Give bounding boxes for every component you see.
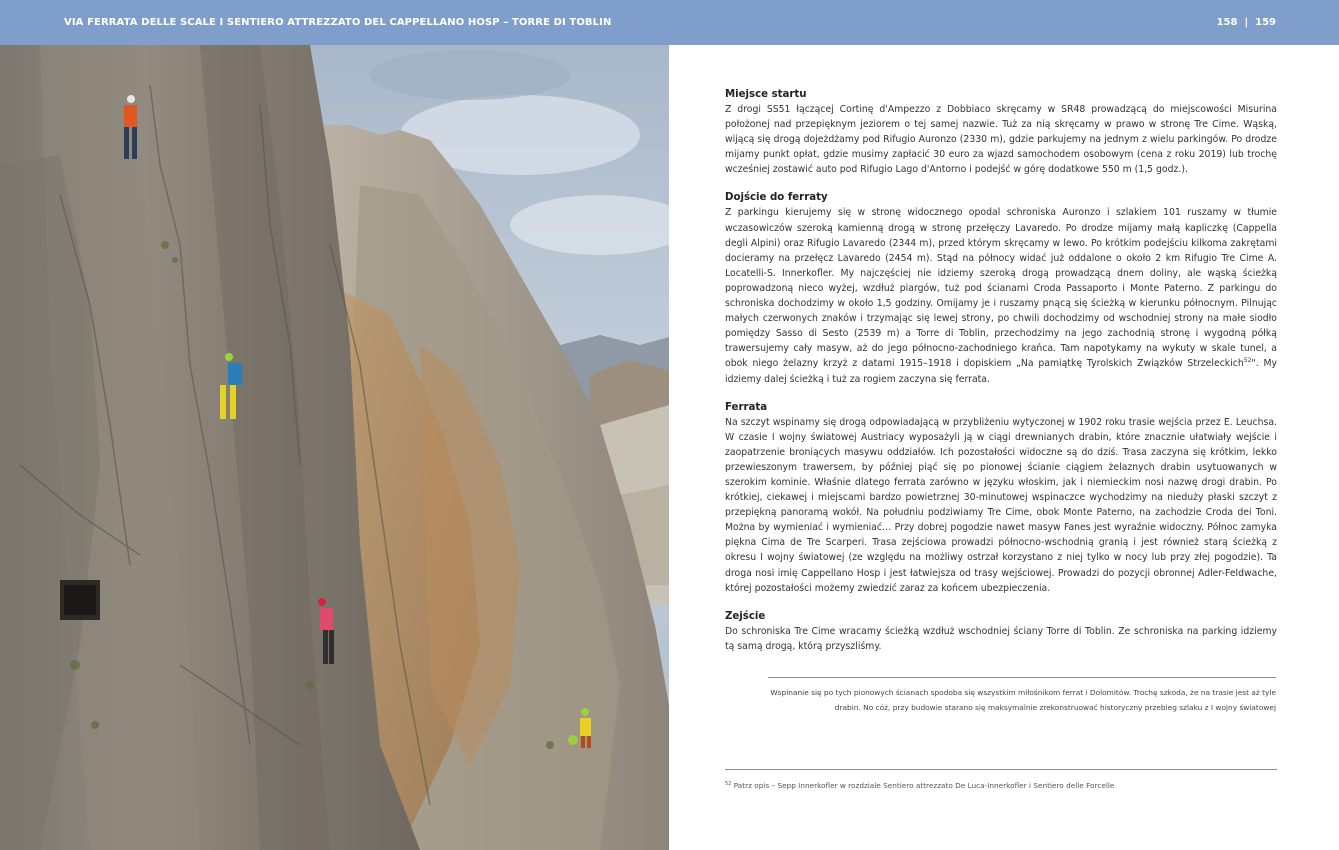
footnote-marker: 52 (725, 781, 732, 787)
photo-caption: Wspinanie się po tych pionowych ścianach spodoba się wszystkim miłośnikom ferrat i Dolomitów. Trochę szkoda, że na trasie jest aż tyle drabin. No cóż, przy budowie starano się maksymalnie zrekonstruować historyczny przebieg szlaku z I wojny światowej (770, 688, 1276, 712)
page-number-separator: | (1244, 17, 1249, 28)
caption-divider (768, 677, 1276, 678)
chapter-title: VIA FERRATA DELLE SCALE I SENTIERO ATTREZZATO DEL CAPPELLANO HOSP – TORRE DI TOBLIN (64, 17, 612, 28)
page-number-left: 158 (1216, 17, 1238, 28)
footnote (725, 779, 1277, 793)
footnote-divider (725, 769, 1277, 770)
footnote-text: Patrz opis – Sepp Innerkofler w rozdziale Sentiero attrezzato De Luca-Innerkofler i Sentiero delle Forcelle (733, 781, 1115, 790)
page-number-right: 159 (1255, 17, 1276, 28)
section-descent (725, 609, 1277, 654)
section-body: Z drogi SS51 łączącej Cortinę d'Ampezzo z Dobbiaco skręcamy w SR48 prowadzącą do miejscowości Misurina położonej nad przepięknym jeziorem o tej samej nazwie. Tuż za nią skręcamy w prawo w stronę Tre Cime. Wąską, wijącą się drogą dojeżdżamy pod Rifugio Auronzo (2330 m), gdzie parkujemy na jednym z wielu parkingów. Po drodze mijamy punkt opłat, gdzie musimy zapłacić 30 euro za wjazd samochodem osobowym (cena z roku 2019) lub trochę wcześniej zostawić auto pod Rifugio Lago d'Antorno i podejść w górę dodatkowe 550 m (1,5 godz.). (725, 104, 1277, 176)
section-start-point (725, 87, 1277, 177)
running-header (0, 0, 1339, 45)
section-heading: Dojście do ferraty (725, 192, 828, 204)
section-heading: Miejsce startu (725, 89, 807, 100)
section-approach (725, 190, 1277, 386)
section-body (725, 205, 1277, 386)
footnote-reference: 52 (1243, 357, 1252, 365)
section-heading: Zejście (725, 610, 766, 622)
section-body: Na szczyt wspinamy się drogą odpowiadającą w przybliżeniu wytyczonej w 1902 roku trasie wejścia przez E. Leuchsa. W czasie I wojny światowej Austriacy wyposażyli ją w ciągi drewnianych drabin, które znacznie ułatwiały wejście i zaopatrzenie broniących masywu oddziałów. Ich pozostałości widoczne są do dziś. Trasa zaczyna się krótkim, lekko przewieszonym trawersem, by później piąć się po pionowej ścianie ciągiem żelaznych drabin usytuowanych w szerokim kominie. Właśnie dlatego ferrata zarówno w języku włoskim, jak i niemieckim nosi nazwę drogi drabin. Po krótkiej, ciekawej i miejscami bardzo powietrznej 30-minutowej wspinaczce wychodzimy na nieduży płaski szczyt z przepiękną panoramą wokół. Na południu podziwiamy Tre Cime, obok Monte Paterno, na zachodzie Croda dei Toni. Można by wymieniać i wymieniać… Przy dobrej pogodzie nawet masyw Fanes jest wyraźnie widoczny. Północ zamyka piękna Cima de Tre Scarperi. Trasa zejściowa prowadzi północno-wschodnią granią i jest również starą ścieżką z okresu I wojny światowej (ze względu na możliwy ostrzał korzystano z niej tylko w nocy lub przy złej pogodzie). Ta droga nosi imię Cappellano Hosp i jest łatwiejsza od trasy wejściowej. Prowadzi do pozycji obronnej Adler-Feldwache, której pozostałości możemy zwiedzić zaraz za końcem ubezpieczenia. (725, 416, 1277, 594)
rock-wall-illustration (0, 45, 669, 850)
section-ferrata (725, 400, 1277, 596)
climbing-photo (0, 45, 669, 850)
page-numbers (1217, 15, 1276, 31)
section-heading: Ferrata (725, 401, 768, 413)
article-text (725, 87, 1277, 667)
section-body-text-continued: ". My idziemy dalej ścieżką i tuż za rogiem zaczyna się ferrata. (725, 358, 1277, 385)
section-body: Do schroniska Tre Cime wracamy ścieżką wzdłuż wschodniej ściany Torre di Toblin. Ze schroniska na parking idziemy tą samą drogą, którą przyszliśmy. (725, 625, 1277, 652)
section-body-text: Z parkingu kierujemy się w stronę widocznego opodal schroniska Auronzo i szlakiem 101 ruszamy w tłumie wczasowiczów szeroką kamienną drogą w stronę przełęczy Lavaredo. Po drodze mijamy małą kapliczkę (Cappella degli Alpini) oraz Rifugio Lavaredo (2344 m), przed którym skręcamy w lewo. Po krótkim podejściu kilkoma zakrętami docieramy na przełęcz Lavaredo (2454 m). Stąd na północy widać już oddalone o około 2 km Rifugio Tre Cime A. Locatelli-S. Innerkofler. My najczęściej nie idziemy szeroką drogą prowadzącą dnem doliny, ale wąską ścieżką poprowadzoną nieco wyżej, wzdłuż piargów, tuż pod ścianami Croda Passaporto i Monte Paterno. Z parkingu do schroniska dochodzimy w około 1,5 godziny. Omijamy je i ruszamy pnącą się ścieżką w kierunku północnym. Pilnując małych czerwonych znaków i trzymając się lewej strony, po chwili dochodzimy od wschodniej strony na małe siodło pomiędzy Sasso di Sesto (2539 m) a Torre di Toblin, przechodzimy na jego zachodnią stronę i wygodną półką trawersujemy cały masyw, aż do jego północno-zachodniego krańca. Tam napotykamy na wykuty w skale tunel, a obok niego żelazny krzyż z datami 1915–1918 i dopiskiem „Na pamiątkę Tyrolskich Związków Strzeleckich (725, 207, 1277, 370)
